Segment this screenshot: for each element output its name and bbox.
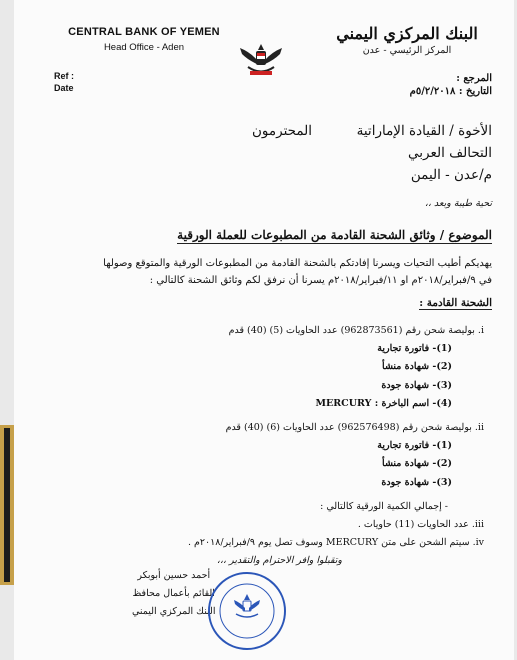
addressee-line2: التحالف العربي [408, 145, 492, 161]
yemen-eagle-emblem-icon [236, 40, 286, 80]
english-letterhead [54, 26, 234, 53]
office-en: Head Office - Aden [103, 42, 185, 53]
list-item: - إجمالي الكمية الورقية كالتالي : [320, 500, 448, 512]
date-ar: التاريخ : ٥/٢/٢٠١٨م [409, 86, 492, 97]
subject-line: الموضوع / وثائق الشحنة القادمة من المطبوعات للعملة الورقية [177, 228, 492, 242]
letter-page [14, 0, 514, 660]
section-title: الشحنة القادمة : [419, 297, 492, 309]
bank-name-en: CENTRAL BANK OF YEMEN [68, 26, 220, 38]
office-ar: المركز الرئيسي - عدن [362, 45, 452, 56]
ref-date-ar [410, 72, 492, 98]
list-item: (2)- شهادة منشأ [382, 361, 452, 373]
shipment-items-list [52, 322, 492, 571]
signatory-title2: البنك المركزي اليمني [132, 606, 216, 617]
body-line1: يهديكم أطيب التحيات ويسرنا إفادتكم بالشحنة القادمة من المطبوعات الورقية والمتوقع وصولها [103, 258, 492, 269]
date-label-en: Date [54, 83, 74, 93]
greeting: تحية طيبة وبعد ،، [424, 198, 492, 209]
list-item: ii. بوليصة شحن رقم (962576498) عدد الحاويات (6) (40) قدم [225, 422, 484, 434]
bank-stamp-seal [206, 570, 288, 652]
closing-line: وتقبلوا وافر الاحترام والتقدير ،،، [216, 555, 342, 567]
ref-label-en: Ref : [54, 71, 74, 81]
ref-label-ar: المرجع : [456, 73, 492, 84]
signatory-title1: القائم بأعمال محافظ [132, 588, 215, 599]
list-item: (1)- فاتورة تجارية [377, 343, 452, 355]
addressee-line3: م/عدن - اليمن [410, 167, 492, 183]
list-item: iv. سيتم الشحن على متن MERCURY وسوف تصل يوم ٩/فبراير/٢٠١٨م . [187, 537, 484, 549]
addressee-honorific: المحترمون [252, 123, 313, 139]
list-item: (4)- اسم الباخرة : MERCURY [315, 397, 452, 409]
signature-block [132, 567, 215, 621]
ref-date-en [54, 70, 74, 94]
body-paragraph [52, 255, 492, 289]
body-line2: في ٩/فبراير/٢٠١٨م او ١١/فبراير/٢٠١٨م يسرنا أن نرفق لكم وثائق الشحنة كالتالي : [149, 275, 492, 286]
list-item: iii. عدد الحاويات (11) حاويات . [357, 519, 484, 531]
list-item: (2)- شهادة منشأ [382, 458, 452, 470]
signatory-name: أحمد حسين أبوبكر [137, 570, 211, 581]
bank-name-ar: البنك المركزي اليمني [336, 24, 478, 43]
list-item: i. بوليصة شحن رقم (962873561) عدد الحاويات (5) (40) قدم [228, 325, 484, 336]
list-item: (3)- شهادة جودة [381, 379, 452, 391]
list-item: (1)- فاتورة تجارية [377, 440, 452, 452]
arabic-letterhead [322, 24, 492, 56]
addressee-block [252, 120, 492, 186]
list-item: (3)- شهادة جودة [381, 476, 452, 488]
addressee-line1: الأخوة / القيادة الإماراتية [356, 123, 492, 139]
